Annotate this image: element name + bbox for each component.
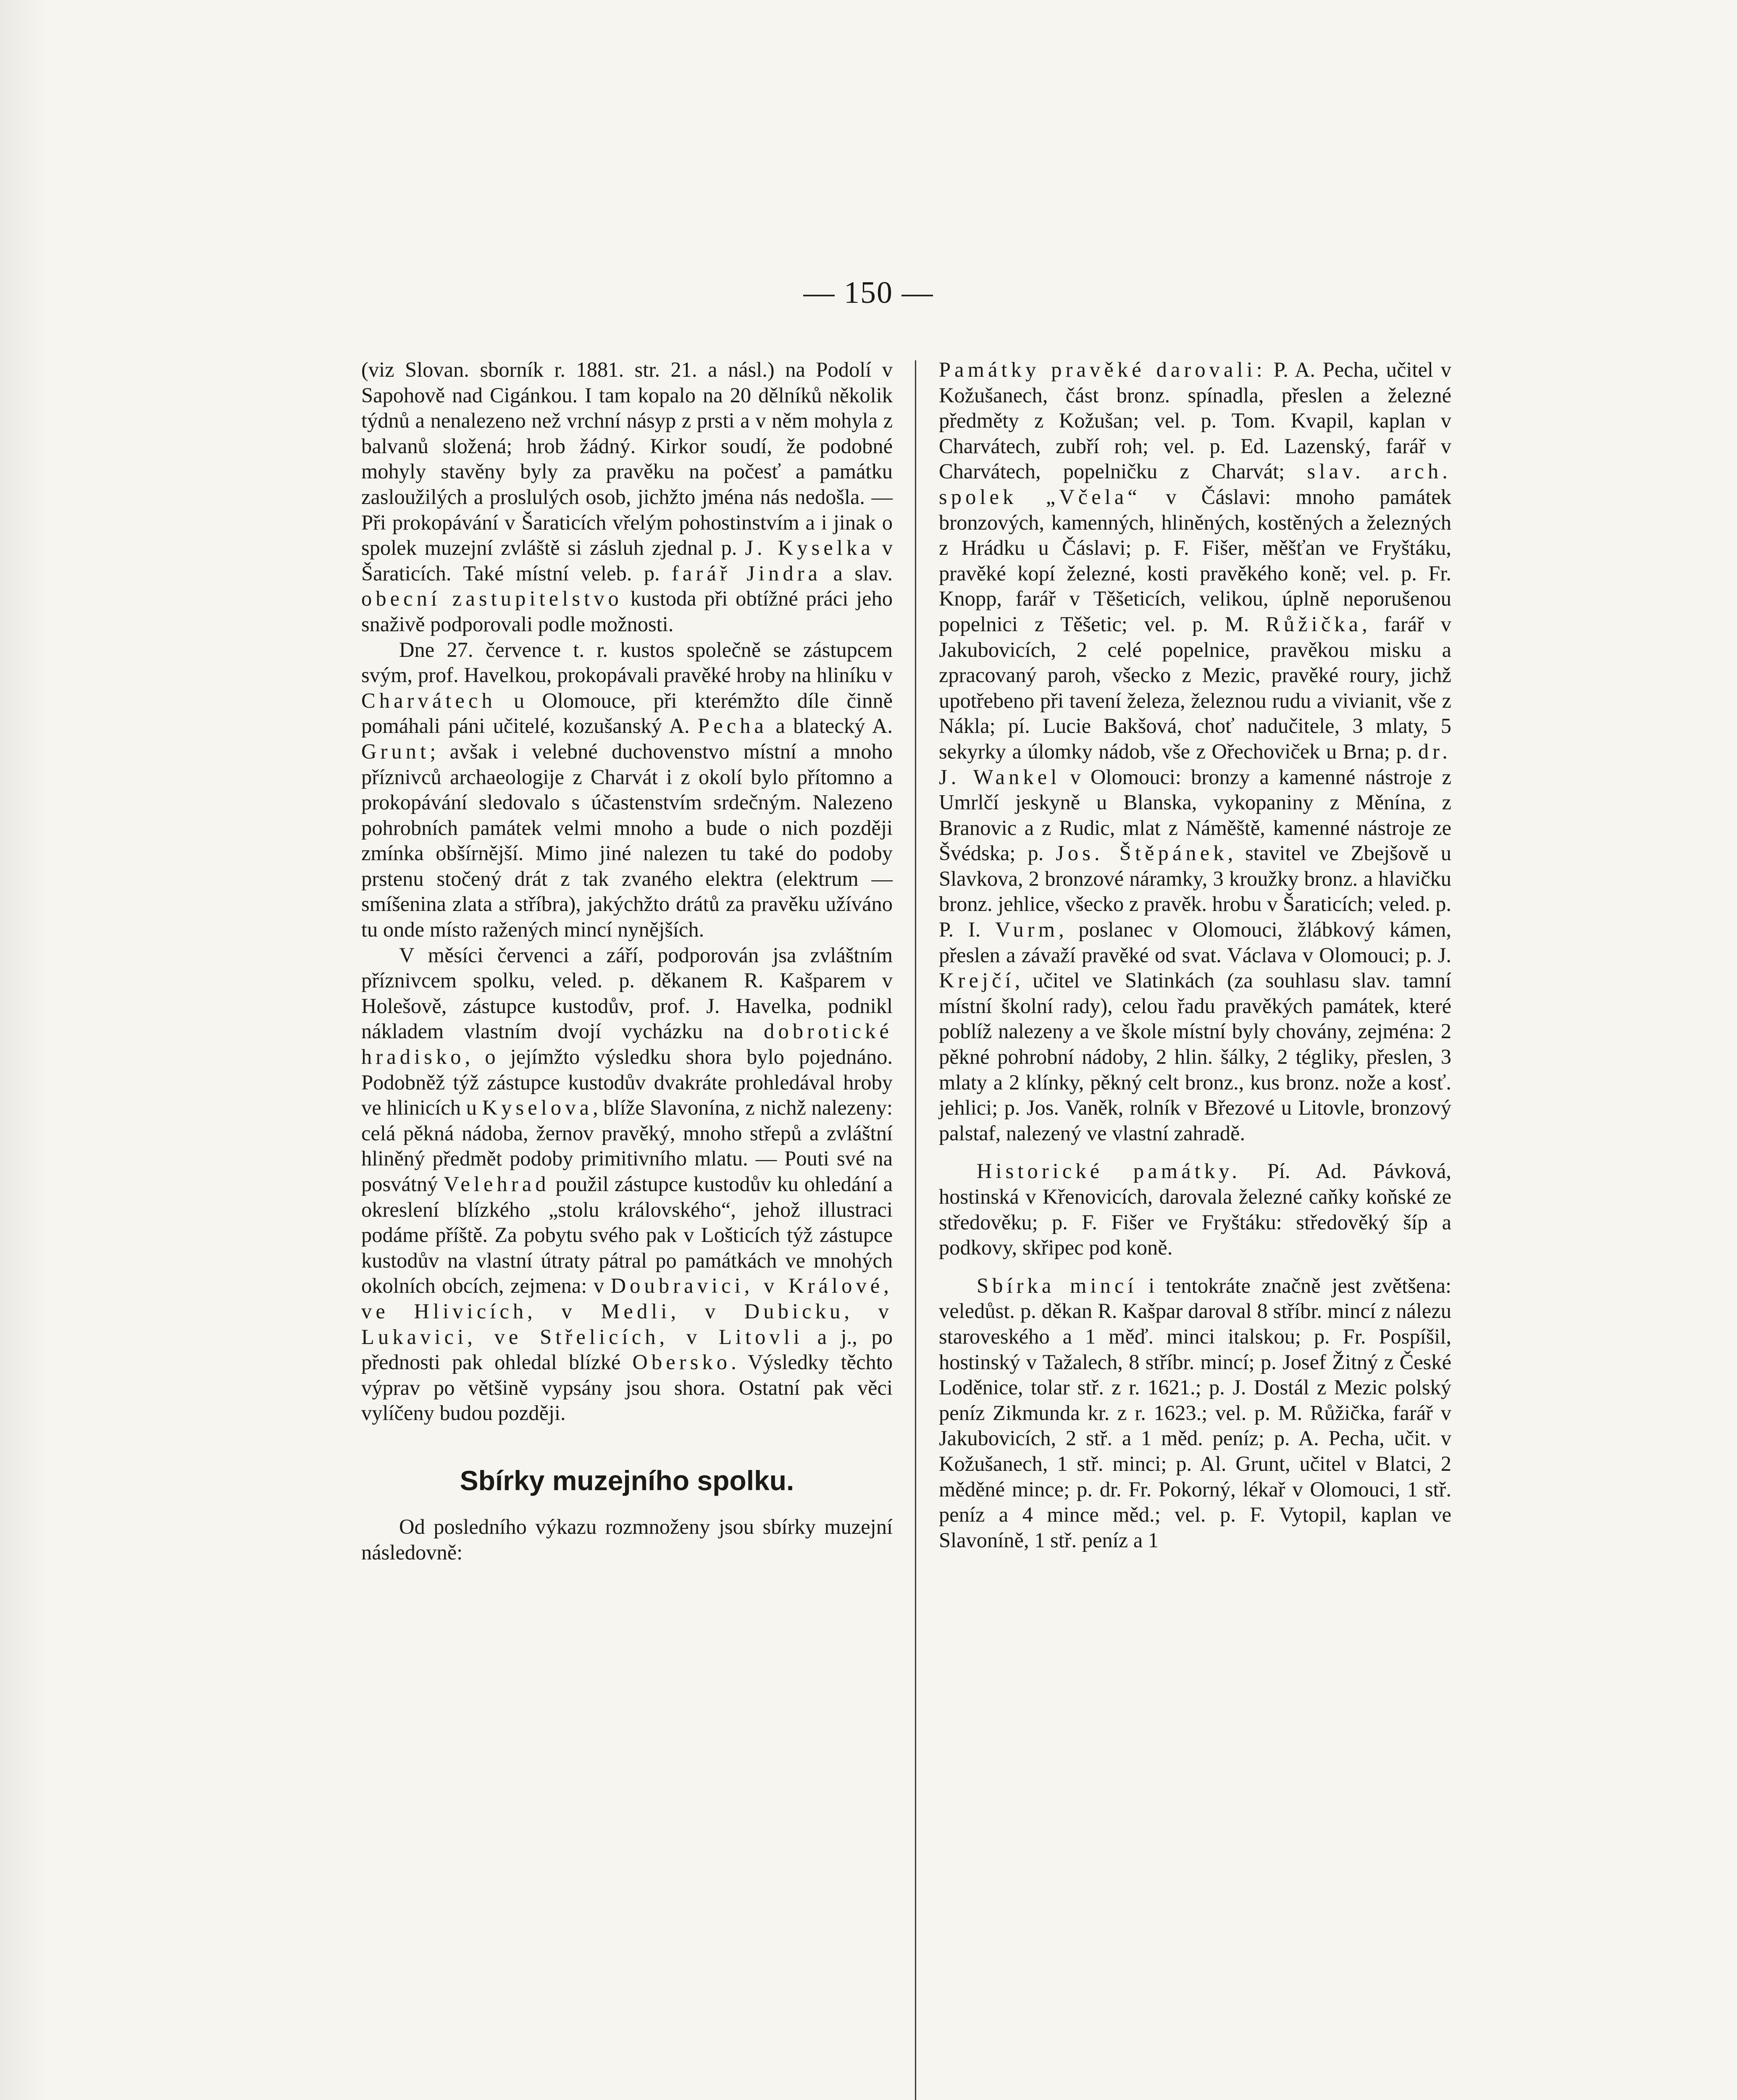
- left-column: [361, 357, 893, 1565]
- paragraph-charvaty-excavation: Dne 27. července t. r. kustos společně se zástupcem svým, prof. Havelkou, prokopávali pravěké hroby na hliníku v Charvátech u Olomouce, při kterémžto díle činně pomáhali páni učitelé, kozušanský A. Pecha a blatecký A. Grunt; avšak i velebné duchovenstvo místní a mnoho příznivců archaeologije z Charvát i z okolí bylo přítomno a prokopávání sledovalo s účastenstvím srdečným. Nalezeno pohrobních památek velmi mnoho a bude o nich později zmínka obšírnější. Mimo jiné nalezen tu také do podoby prstenu stočený drát z tak zvaného elektra (elektrum — smíšenina zlata a stříbra), jakýchžto drátů za pravěku užíváno tu onde místo ražených mincí nynějších.: [361, 638, 893, 942]
- section-lead-prehistoric: Památky pravěké darovali:: [939, 358, 1266, 381]
- section-lead-historic: Historické památky.: [977, 1159, 1241, 1183]
- page-number: — 150 —: [803, 276, 934, 310]
- column-divider: [915, 360, 916, 2100]
- paragraph-historic-donations: Historické památky. Pí. Ad. Pávková, hostinská v Křenovicích, darovala železné caňky koňské ze středověku; p. F. Fišer ve Fryštáku: středověký šíp a podkovy, skřipec pod koně.: [939, 1159, 1451, 1260]
- page-edge-shadow: [0, 0, 50, 2100]
- paragraph-havelka-trips: V měsíci červenci a září, podporován jsa zvláštním příznivcem spolku, veled. p. děkanem R. Kašparem v Holešově, zástupce kustodův, prof. J. Havelka, podnikl nákladem vlastním dvojí vycházku na dobrotické hradisko, o jejímžto výsledku shora bylo pojednáno. Podobněž týž zástupce kustodův dvakráte prohledával hroby ve hlinicích u Kyselova, blíže Slavonína, z nichž nalezeny: celá pěkná nádoba, žernov pravěký, mnoho střepů a zvláštní hliněný předmět podoby primitivního mlatu. — Pouti své na posvátný Velehrad použil zástupce kustodův ku ohledání a okreslení blízkého „stolu královského“, jehož illustraci podáme příště. Za pobytu svého pak v Lošticích týž zástupce kustodův na vlastní útraty pátral po památkách ve mnohých okolních obcích, zejmena: v Doubravici, v Králové, ve Hlivicích, v Medli, v Dubicku, v Lukavici, ve Střelicích, v Litovli a j., po přednosti pak ohledal blízké Obersko. Výsledky těchto výprav po většině vypsány jsou shora. Ostatní pak věci vylíčeny budou později.: [361, 943, 893, 1425]
- section-lead-coins: Sbírka mincí: [977, 1273, 1138, 1297]
- paragraph-prehistoric-donations: Památky pravěké darovali: P. A. Pecha, učitel v Kožušanech, část bronz. spínadla, přeslen a železné předměty z Kožušan; vel. p. Tom. Kvapil, kaplan v Charvátech, zubří roh; vel. p. Ed. Lazenský, farář v Charvátech, popelničku z Charvát; slav. arch. spolek „Včela“ v Čáslavi: mnoho památek bronzových, kamenných, hliněných, kostěných a železných z Hrádku u Čáslavi; p. F. Fišer, měšťan ve Fryštáku, pravěké kopí železné, kosti pravěkého koně; vel. p. Fr. Knopp, farář v Těšeticích, velikou, úplně neporušenou popelnici z Těšetic; vel. p. M. Růžička, farář v Jakubovicích, 2 celé popelnice, pravěkou misku a zpracovaný paroh, všecko z Mezic, pravěké roury, jichž upotřebeno při tavení železa, železnou rudu a vivianit, vše z Nákla; pí. Lucie Bakšová, choť nadučitele, 3 mlaty, 5 sekyrky a úlomky nádob, vše z Ořechoviček u Brna; p. dr. J. Wankel v Olomouci: bronzy a kamenné nástroje z Umrlčí jeskyně u Blanska, vykopaniny z Měnína, z Branovic a z Rudic, mlat z Náměště, kamenné nástroje ze Švédska; p. Jos. Štěpánek, stavitel ve Zbejšově u Slavkova, 2 bronzové náramky, 3 kroužky bronz. a hlavičku bronz. jehlice, všecko z pravěk. hrobu v Šaraticích; veled. p. P. I. Vurm, poslanec v Olomouci, žlábkový kámen, přeslen a závaží pravěké od svat. Václava v Olomouci; p. J. Krejčí, učitel ve Slatinkách (za souhlasu slav. tamní místní školní rady), celou řadu pravěkých památek, které poblíž nalezeny a ve škole místní byly chovány, zejména: 2 pěkné pohrobní nádoby, 2 hlin. šálky, 2 tégliky, přeslen, 3 mlaty a 2 klínky, pěkný celt bronz., kus bronz. nože a kosť. jehlici; p. Jos. Vaněk, rolník v Březové u Litovle, bronzový palstaf, nalezený ve vlastní zahradě.: [939, 358, 1452, 1145]
- paragraph-collections-intro: Od posledního výkazu rozmnoženy jsou sbírky muzejní následovně:: [361, 1515, 893, 1564]
- right-column: [939, 357, 1451, 1553]
- section-heading-museum-collections: Sbírky muzejního spolku.: [460, 1465, 794, 1496]
- paragraph-coin-collection: Sbírka mincí i tentokráte značně jest zvětšena: veledůst. p. děkan R. Kašpar daroval 8 stříbr. mincí z nálezu staroveského a 1 měď. minci italskou; p. Fr. Pospíšil, hostinský v Tažalech, 8 stříbr. mincí; p. Josef Žitný z České Loděnice, tolar stř. z r. 1621.; p. J. Dostál z Mezic polský peníz Zikmunda kr. z r. 1623.; vel. p. M. Růžička, farář v Jakubovicích, 2 stř. a 1 měd. peníz; p. A. Pecha, učit. v Kožušanech, 1 stř. minci; p. Al. Grunt, učitel v Blatci, 2 měděné mince; p. dr. Fr. Pokorný, lékař v Olomouci, 1 stř. peníz a 4 mince měd.; vel. p. F. Vytopil, kaplan ve Slavoníně, 1 stř. peníz a 1: [939, 1273, 1452, 1552]
- paragraph-excavation-podoli: (viz Slovan. sborník r. 1881. str. 21. a násl.) na Podolí v Sapohově nad Cigánkou. I tam kopalo na 20 dělníků několik týdnů a nenalezeno než vrchní násyp z prsti a v něm mohyla z balvanů složená; hrob žádný. Kirkor soudí, že podobné mohyly stavěny byly za pravěku na počesť a památku zasloužilých a proslulých osob, jichžto jména nás nedošla. — Při prokopávání v Šaraticích vřelým pohostinstvím a i jinak o spolek muzejní zvláště si zásluh zjednal p. J. Kyselka v Šaraticích. Také místní veleb. p. farář Jindra a slav. obecní zastupitelstvo kustoda při obtížné práci jeho snaživě podporovali podle možnosti.: [361, 358, 893, 636]
